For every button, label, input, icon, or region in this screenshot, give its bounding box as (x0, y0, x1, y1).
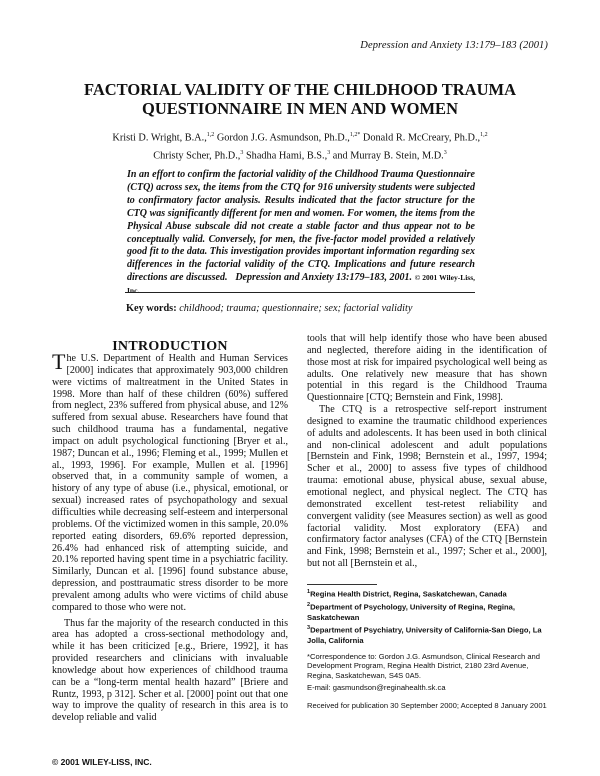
author-name: and Murray B. Stein, M.D. (330, 150, 444, 162)
correspondence-email: E-mail: gasmundson@reginahealth.sk.ca (307, 682, 446, 692)
drop-cap: T (52, 349, 66, 374)
affil-text: Department of Psychology, University of Regina, Regina, Saskatchewan (307, 602, 515, 622)
keywords-text: childhood; trauma; questionnaire; sex; factorial validity (179, 303, 413, 314)
paragraph-text: he U.S. Department of Health and Human Services [2000] indicates that approximately 903,000 children were victims of maltreatment in the United States in 1998. More than half of these children (60%) suffered from neglect, 23% suffered from physical abuse, and 12% suffered from sexual abuse. Researchers have found that such childhood trauma has a fundamental, negative impact on adult psychological functioning [Bryer et al., 1987; Duncan et al., 1996; Fleming et al., 1999; Mullen et al., 1993, 1996]. For example, Mullen et al. [1996] observed that, in a community sample of women, a history of any type of abuse (i.e., physical, emotional, or sexual) increased rates of psychopathology and sexual difficulties while decreasing self-esteem and interpersonal problems. Of the victimized women in this sample, 20.0% reported eating disorders, 69.6% reported depression, 26.4% had enhanced risk of attempting suicide, and 20.1% reported having spent time in a psychiatric facility. Similarly, Duncan et al. [1996] found substance abuse, depression, and posttraumatic stress disorder to be more prevalent among adults who were victims of child abuse compared to those who were not. (52, 353, 288, 613)
author-name: Donald R. McCreary, Ph.D., (360, 132, 481, 144)
authors-line-1 (70, 128, 530, 146)
intro-paragraph-4: The CTQ is a retrospective self-report instrument designed to examine the traumatic childhood experiences of adults and adolescents. It has been used in both clinical and non-clinical adolescent and adult populations [Bernstein and Fink, 1998; Bernstein et al., 1997, 1994; Scher et al., 2000] to assess five types of childhood trauma: emotional abuse, physical abuse, sexual abuse, emotional neglect, and physical neglect. The CTQ has demonstrated excellent test-retest reliability and convergent validity (see Measures section) as well as good factorial validity. Most exploratory (EFA) and confirmatory factor analyses (CFA) of the CTQ [Bernstein and Fink, 1998; Bernstein et al., 1997; Scher et al., 2000], but not all [Bernstein et al., (307, 404, 547, 570)
author-affil: 1,2 (206, 132, 215, 138)
introduction-heading: INTRODUCTION (112, 339, 228, 354)
intro-paragraph-2: Thus far the majority of the research conducted in this area has adopted a cross-sectional methodology and, while it has been criticized [e.g., Briere, 1992], it has provided researchers and clinicians with invaluable knowledge about how experiences of childhood trauma can be a “long-term mental health hazard” [Briere and Runtz, 1993, p 312]. Scher et al. [2000] point out that one way to improve the quality of research in this area is to develop reliable and valid (52, 617, 288, 724)
abstract-copyright: © 2001 Wiley-Liss, Inc. (127, 273, 476, 296)
keywords (126, 303, 476, 314)
affil-number: 1 (307, 589, 311, 595)
title-line-2: QUESTIONNAIRE IN MEN AND WOMEN (142, 99, 458, 118)
intro-paragraph-1 (52, 349, 288, 614)
author-list (70, 128, 530, 164)
right-column (307, 333, 547, 570)
affiliation-1 (307, 588, 547, 599)
received-dates: Received for publication 30 September 2000; Accepted 8 January 2001 (307, 700, 547, 710)
correspondence-note: *Correspondence to: Gordon J.G. Asmundson, Clinical Research and Development Program, Regina Health District, 2180 23rd Avenue, Regina, Saskatchewan, S4S 0A5. (307, 651, 540, 681)
affiliation-2 (307, 601, 547, 622)
footnote-divider (307, 584, 377, 585)
left-column (52, 349, 288, 724)
title-line-1: FACTORIAL VALIDITY OF THE CHILDHOOD TRAUMA (84, 80, 516, 99)
author-affil: 1,2 (480, 132, 488, 138)
article-title (40, 80, 560, 118)
abstract-text: In an effort to confirm the factorial validity of the Childhood Trauma Questionnaire (CTQ) across sex, the items from the CTQ for 916 university students were subjected to confirmatory factor analysis. Results indicated that the factor structure for the CTQ was significantly different for men and women. For women, the items from the Physical Abuse subscale did not create a stable factor and thus appear not to be conceptually valid. Conversely, for men, the five-factor model provided a relatively good fit to the data. This investigation provides important information regarding sex differences in the factorial validity of the CTQ. Implications and future research directions are discussed. (127, 169, 475, 284)
author-affil: 3 (443, 149, 447, 156)
author-name: Gordon J.G. Asmundson, Ph.D., (214, 132, 350, 144)
author-name: Christy Scher, Ph.D., (153, 150, 241, 162)
authors-line-2 (70, 146, 530, 164)
affil-text: Department of Psychiatry, University of California-San Diego, La Jolla, California (307, 625, 542, 645)
abstract (127, 169, 475, 298)
running-head: Depression and Anxiety 13:179–183 (2001) (360, 40, 548, 51)
publisher-footer: © 2001 WILEY-LISS, INC. (52, 757, 152, 767)
author-affil: 1,2* (349, 132, 361, 138)
abstract-citation: Depression and Anxiety 13:179–183, 2001. (235, 272, 413, 284)
keywords-label: Key words: (126, 303, 177, 314)
affil-number: 3 (307, 625, 311, 632)
abstract-divider (125, 292, 475, 293)
author-name: Shadha Hami, B.S., (243, 150, 328, 162)
affil-text: Regina Health District, Regina, Saskatchewan, Canada (310, 589, 507, 599)
affiliation-3 (307, 624, 547, 645)
affil-number: 2 (307, 602, 311, 609)
author-affil: 3 (327, 149, 331, 156)
footnotes (307, 588, 547, 713)
author-name: Kristi D. Wright, B.A., (112, 132, 207, 144)
author-affil: 3 (240, 149, 244, 156)
intro-paragraph-3: tools that will help identify those who have been abused and neglected, therefore aiding in the identification of those most at risk for impaired psychological well being as adults. One relatively new measure that has shown potential in this regard is the Childhood Trauma Questionnaire [CTQ; Bernstein and Fink, 1998]. (307, 333, 547, 404)
